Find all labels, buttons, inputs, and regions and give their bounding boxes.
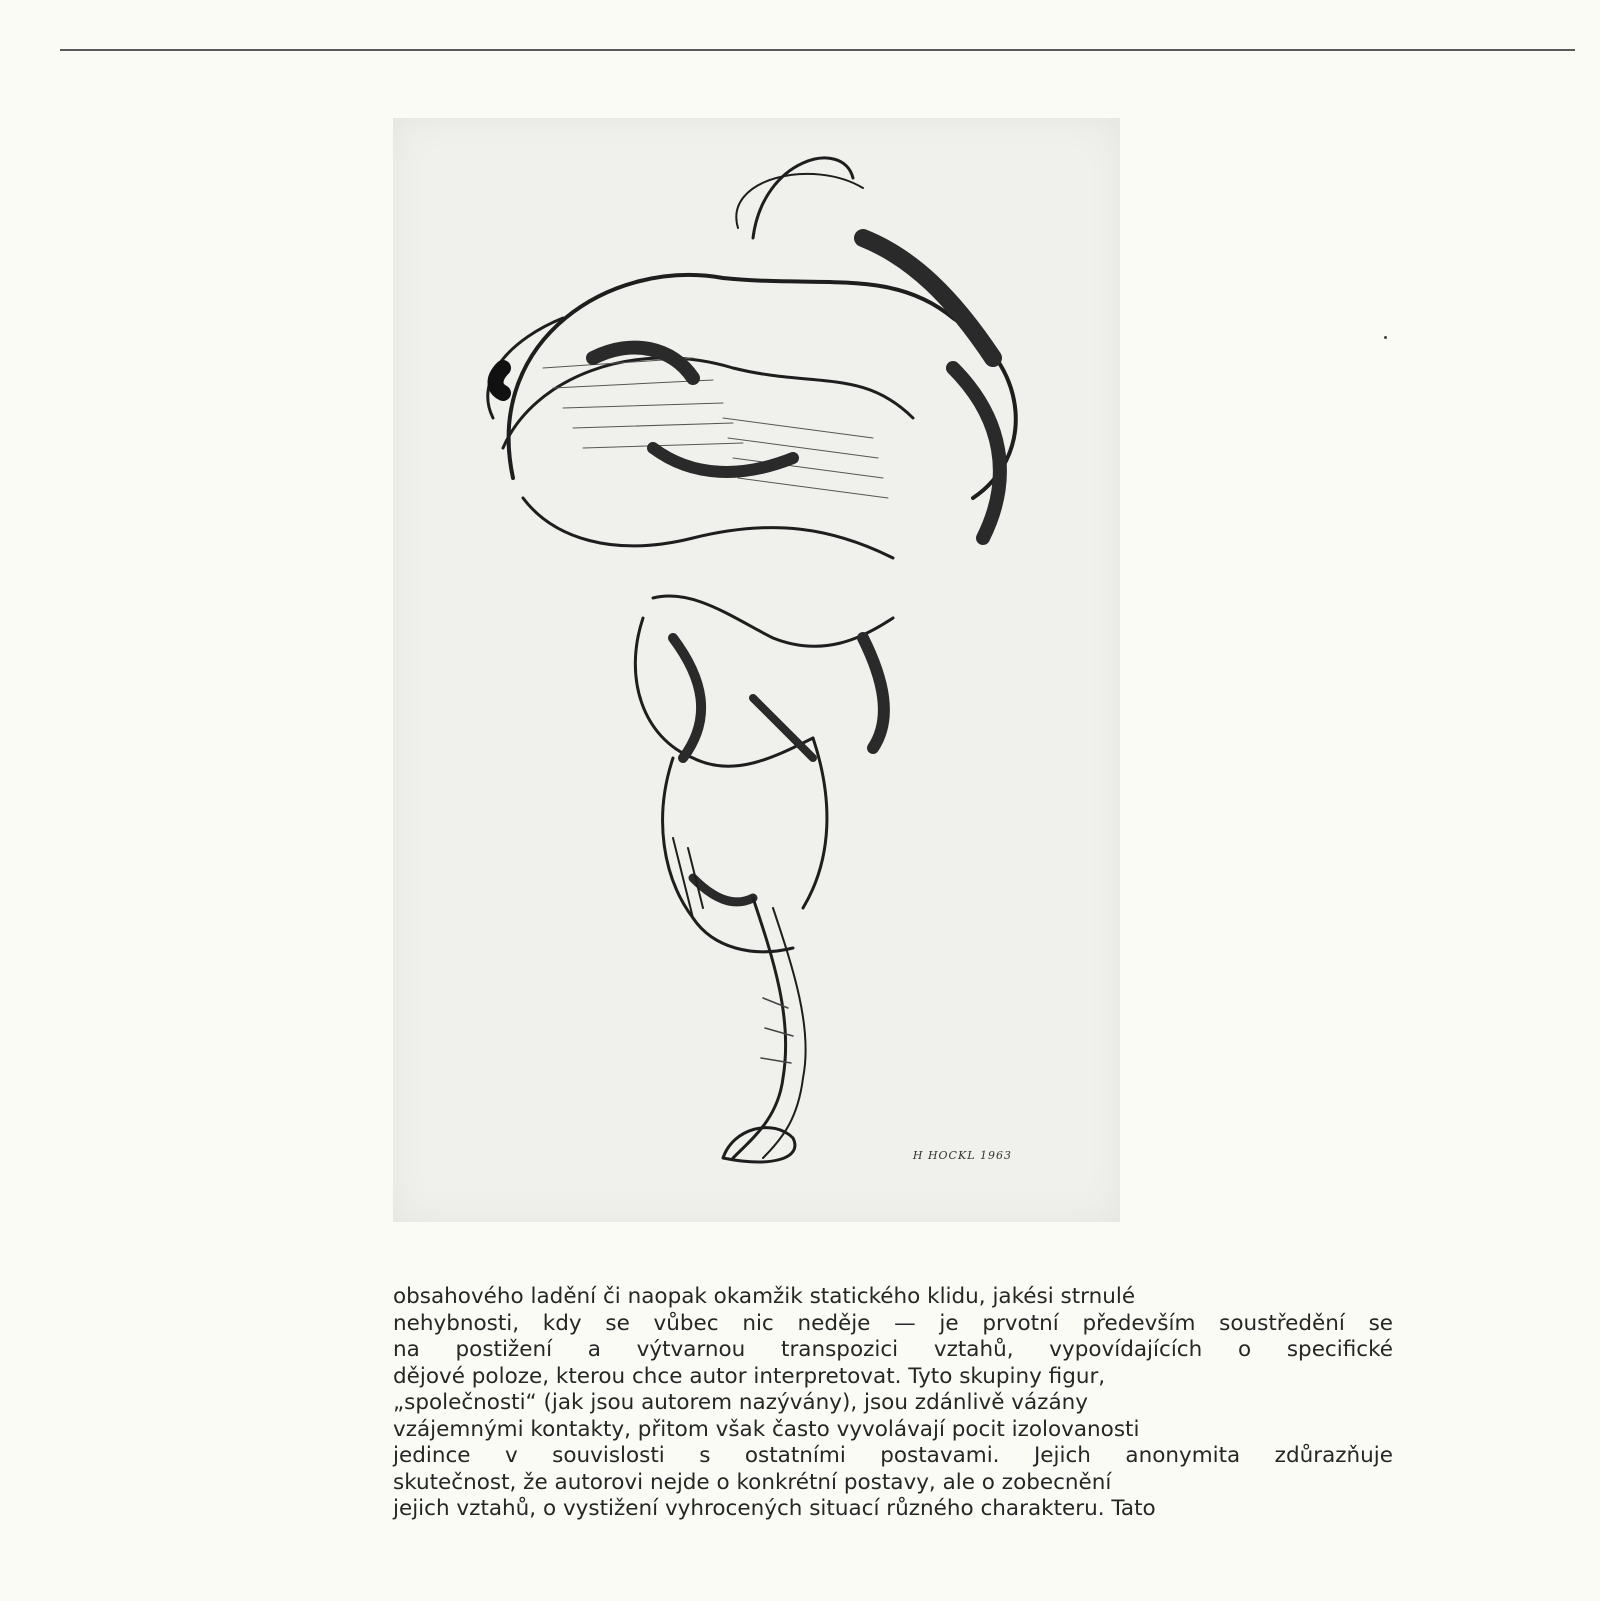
ink-drawing-figure bbox=[393, 118, 1120, 1222]
header-rule bbox=[60, 49, 1575, 51]
text-line: nehybnosti, kdy se vůbec nic neděje — je prvotní především soustředění se bbox=[393, 1310, 1393, 1336]
body-text bbox=[393, 1284, 1393, 1523]
text-line: jedince v souvislosti s ostatními postavami. Jejich anonymita zdůrazňuje bbox=[393, 1443, 1393, 1468]
text-line: na postižení a výtvarnou transpozici vztahů, vypovídajících o specifické bbox=[393, 1337, 1393, 1362]
text-line: skutečnost, že autorovi nejde o konkrétní postavy, ale o zobecnění bbox=[393, 1469, 1112, 1495]
print-speck bbox=[1384, 336, 1387, 339]
text-line: dějové poloze, kterou chce autor interpretovat. Tyto skupiny figur, bbox=[393, 1363, 1106, 1389]
text-line: „společnosti“ (jak jsou autorem nazývány), jsou zdánlivě vázány bbox=[393, 1390, 1088, 1415]
text-line: jejich vztahů, o vystižení vyhrocených situací různého charakteru. Tato bbox=[393, 1496, 1156, 1521]
text-line: vzájemnými kontakty, přitom však často vyvolávají pocit izolovanosti bbox=[393, 1416, 1140, 1442]
drawing-artwork bbox=[393, 118, 1120, 1222]
text-line: obsahového ladění či naopak okamžik statického klidu, jakési strnulé bbox=[393, 1284, 1136, 1309]
artist-signature: H HOCKL 1963 bbox=[912, 1149, 1012, 1162]
